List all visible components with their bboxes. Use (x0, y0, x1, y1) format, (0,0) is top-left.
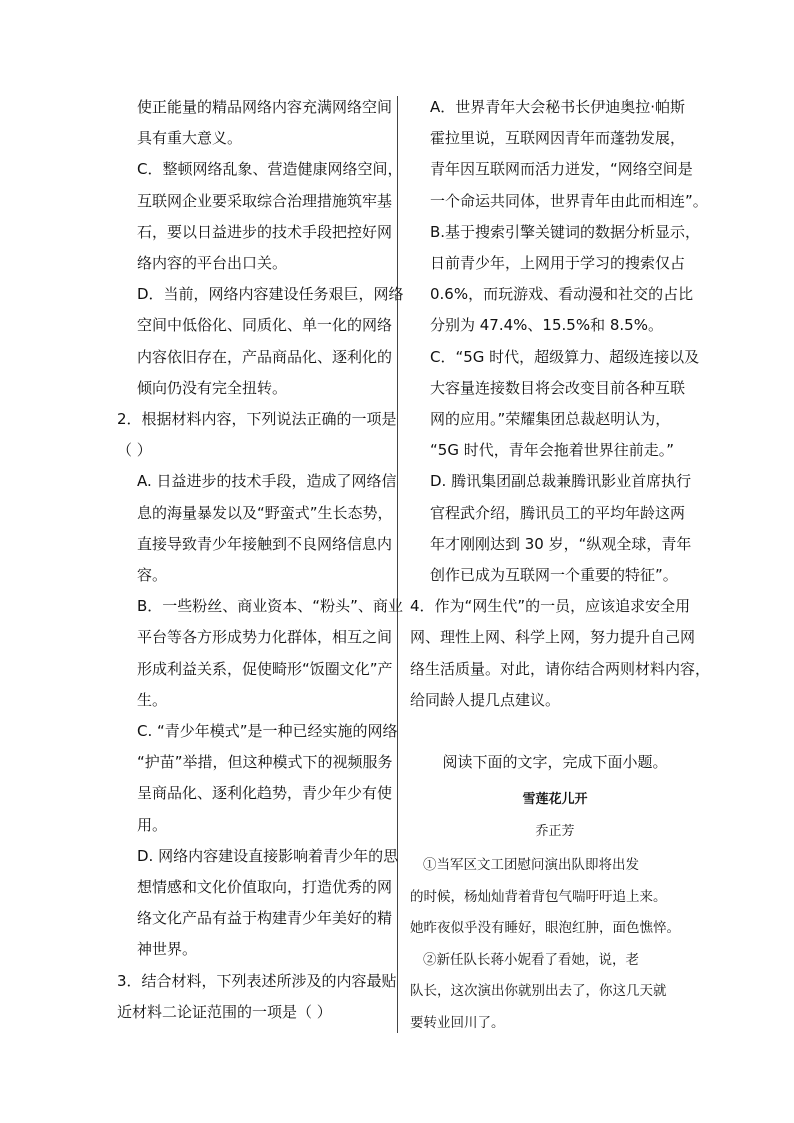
text-line: 容。 (137, 566, 168, 585)
text-line: 生。 (137, 690, 168, 709)
text-line: 日前青少年，上网用于学习的搜索仅占 (430, 254, 686, 273)
text-line: 络生活质量。对此，请你结合两则材料内容， (410, 659, 711, 678)
text-line: 互联网企业要采取综合治理措施筑牢基 (137, 191, 393, 210)
story-line: 她昨夜似乎没有睡好，眼泡红肿，面色憔悴。 (410, 920, 680, 937)
text-line: 霍拉里说，互联网因青年而蓬勃发展， (430, 129, 686, 148)
text-line: 官程武介绍，腾讯员工的平均年龄这两 (430, 503, 686, 522)
story-line: ②新任队长蒋小妮看了看她，说，老 (423, 951, 639, 968)
text-line: 石，要以日益进步的技术手段把控好网 (137, 222, 393, 241)
text-line: C．整顿网络乱象、营造健康网络空间， (137, 160, 403, 179)
text-line: D．当前，网络内容建设任务艰巨，网络 (137, 285, 404, 304)
option-b: B．一些粉丝、商业资本、“粉头”、商业 (137, 597, 403, 616)
text-line: 年才刚刚达到 30 岁，“纵观全球，青年 (430, 534, 692, 553)
text-line: 0.6%，而玩游戏、看动漫和社交的占比 (430, 285, 694, 304)
reading-instruction: 阅读下面的文字，完成下面小题。 (442, 753, 668, 772)
text-line: 近材料二论证范围的一项是（ ） (117, 1002, 332, 1021)
text-line: 倾向仍没有完全扭转。 (137, 378, 288, 397)
text-line: “护苗”举措，但这种模式下的视频服务 (137, 753, 393, 772)
story-title: 雪莲花儿开 (522, 792, 588, 808)
question-3: 3．结合材料，下列表述所涉及的内容最贴 (117, 971, 397, 990)
text-line: 用。 (137, 815, 168, 834)
text-line: 息的海量暴发以及“野蛮式”生长态势， (137, 503, 393, 522)
text-line: 络文化产品有益于构建青少年美好的精 (137, 909, 393, 928)
story-line: 队长，这次演出你就别出去了，你这几天就 (410, 983, 667, 1000)
text-line: 网、理性上网、科学上网，努力提升自己网 (410, 628, 696, 647)
story-author: 乔正芳 (535, 824, 575, 840)
option-d: D. 网络内容建设直接影响着青少年的思 (137, 846, 399, 865)
question-4: 4．作为“网生代”的一员，应该追求安全用 (410, 597, 691, 616)
text-line: 形成利益关系，促使畸形“饭圈文化”产 (137, 659, 393, 678)
option-a: A．世界青年大会秘书长伊迪奥拉·帕斯 (430, 98, 686, 116)
story-line: 要转业回川了。 (410, 1014, 505, 1031)
text-line: 络内容的平台出口关。 (137, 254, 288, 273)
text-line: 具有重大意义。 (137, 129, 243, 148)
question-2: 2．根据材料内容，下列说法正确的一项是 (117, 410, 397, 429)
right-column (410, 92, 711, 1039)
text-line: 直接导致青少年接触到不良网络信息内 (137, 534, 393, 553)
left-column (117, 92, 404, 1028)
option-a: A. 日益进步的技术手段，造成了网络信 (137, 472, 397, 491)
answer-blank: （ ） (117, 441, 152, 460)
text-line: 呈商品化、逐利化趋势，青少年少有使 (137, 784, 393, 803)
option-d: D. 腾讯集团副总裁兼腾讯影业首席执行 (430, 472, 692, 491)
text-line: 创作已成为互联网一个重要的特征”。 (430, 566, 678, 585)
text-line: 分别为 47.4%、15.5%和 8.5%。 (430, 316, 663, 335)
text-line: 给同龄人提几点建议。 (410, 690, 561, 709)
text-line: 网的应用。”荣耀集团总裁赵明认为， (430, 410, 671, 429)
text-line: 大容量连接数目将会改变目前各种互联 (430, 378, 686, 397)
story-line: ①当军区文工团慰问演出队即将出发 (423, 857, 639, 874)
option-c: C．“5G 时代，超级算力、超级连接以及 (430, 347, 700, 366)
text-line: 想情感和文化价值取向，打造优秀的网 (137, 878, 393, 897)
option-c: C. “青少年模式”是一种已经实施的网络 (137, 722, 398, 741)
text-line: 空间中低俗化、同质化、单一化的网络 (137, 316, 393, 335)
option-b: B.基于搜索引擎关键词的数据分析显示， (430, 222, 701, 241)
text-line: 使正能量的精品网络内容充满网络空间 (137, 98, 393, 116)
story-line: 的时候，杨灿灿背着背包气喘吁吁追上来。 (410, 888, 667, 905)
column-divider (397, 96, 398, 1033)
text-line: “5G 时代，青年会拖着世界往前走。” (430, 441, 674, 460)
text-line: 神世界。 (137, 940, 198, 959)
text-line: 青年因互联网而活力迸发，“网络空间是 (430, 160, 693, 179)
text-line: 内容依旧存在，产品商品化、逐利化的 (137, 347, 393, 366)
text-line: 平台等各方形成势力化群体，相互之间 (137, 628, 393, 647)
text-line: 一个命运共同体，世界青年由此而相连”。 (430, 191, 708, 210)
